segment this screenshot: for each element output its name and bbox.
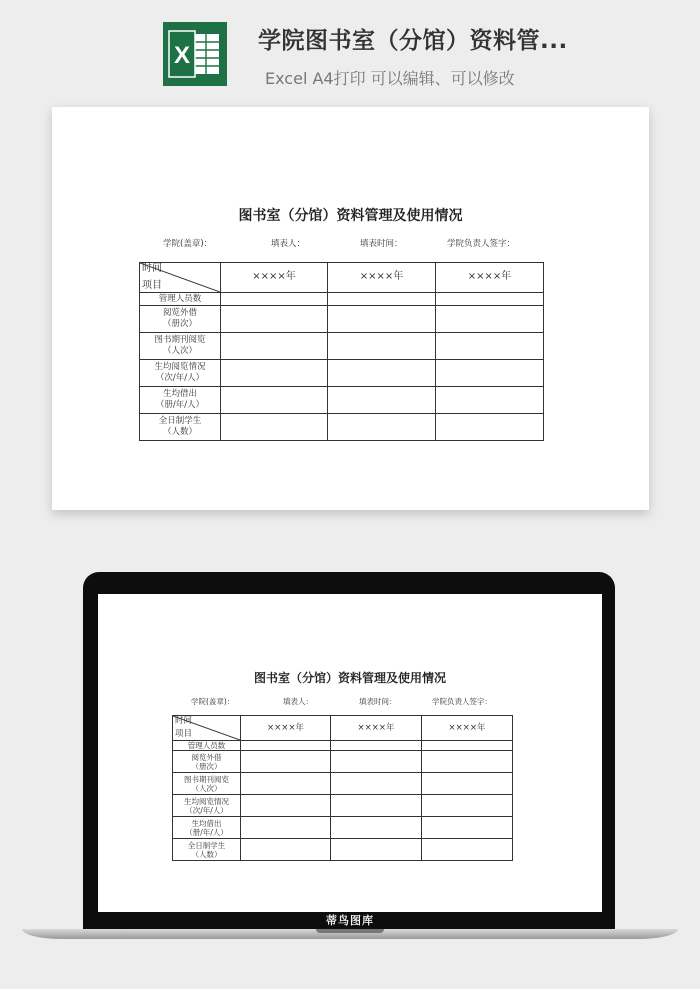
header-item-label: 项目 [142, 279, 162, 291]
cell[interactable] [422, 741, 513, 751]
year-column-header: ××××年 [422, 716, 513, 741]
year-column-header: ××××年 [331, 716, 422, 741]
header-time-label: 时间 [175, 716, 193, 726]
row-label: 管理人员数 [140, 293, 221, 306]
table-row [173, 817, 513, 839]
table-row [173, 751, 513, 773]
cell[interactable] [241, 839, 331, 861]
laptop-screen [98, 594, 602, 912]
header-time-label: 时间 [142, 263, 162, 274]
row-label: 生均阅览情况 （次/年/人） [173, 795, 241, 817]
diagonal-header-cell [173, 716, 241, 741]
cell[interactable] [331, 817, 422, 839]
cell[interactable] [331, 795, 422, 817]
table-row [173, 741, 513, 751]
diagonal-header-cell [140, 263, 221, 293]
cell[interactable] [331, 773, 422, 795]
cell[interactable] [328, 414, 436, 441]
cell[interactable] [436, 293, 544, 306]
cell[interactable] [328, 333, 436, 360]
cell[interactable] [221, 293, 328, 306]
cell[interactable] [241, 751, 331, 773]
cell[interactable] [328, 360, 436, 387]
cell[interactable] [422, 751, 513, 773]
cell[interactable] [331, 839, 422, 861]
year-column-header: ××××年 [328, 263, 436, 293]
meta-filler: 填表人： [283, 697, 313, 706]
data-table [139, 262, 544, 441]
cell[interactable] [241, 817, 331, 839]
cell[interactable] [221, 360, 328, 387]
cell[interactable] [241, 741, 331, 751]
laptop-notch [316, 929, 384, 933]
row-label: 图书期刊阅览 （人次） [140, 333, 221, 360]
cell[interactable] [328, 293, 436, 306]
meta-fill-time: 填表时间： [359, 697, 397, 706]
meta-fill-time: 填表时间： [360, 239, 403, 249]
table-header-row [173, 716, 513, 741]
cell[interactable] [221, 414, 328, 441]
cell[interactable] [436, 306, 544, 333]
row-label: 生均借出 （册/年/人） [173, 817, 241, 839]
cell[interactable] [241, 773, 331, 795]
row-label: 生均借出 （册/年/人） [140, 387, 221, 414]
cell[interactable] [436, 387, 544, 414]
row-label: 图书期刊阅览 （人次） [173, 773, 241, 795]
cell[interactable] [221, 333, 328, 360]
table-row [173, 839, 513, 861]
cell[interactable] [422, 817, 513, 839]
table-row [140, 293, 544, 306]
cell[interactable] [328, 306, 436, 333]
table-header-row [140, 263, 544, 293]
page-title: 学院图书室（分馆）资料管... [258, 28, 568, 54]
cell[interactable] [331, 751, 422, 773]
table-row [140, 333, 544, 360]
excel-logo-letter: X [173, 42, 191, 69]
table-row [140, 387, 544, 414]
header-item-label: 项目 [175, 729, 193, 740]
row-label: 生均阅览情况 （次/年/人） [140, 360, 221, 387]
row-label: 全日制学生 （人数） [140, 414, 221, 441]
table-row [140, 414, 544, 441]
meta-filler: 填表人： [271, 239, 306, 249]
meta-signer: 学院负责人签字： [447, 239, 516, 249]
row-label: 阅览外借 （册次） [140, 306, 221, 333]
year-column-header: ××××年 [436, 263, 544, 293]
data-table [172, 715, 513, 861]
meta-college: 学院(盖章)： [163, 239, 213, 249]
table-row [140, 360, 544, 387]
excel-icon [163, 22, 227, 86]
row-label: 阅览外借 （册次） [173, 751, 241, 773]
cell[interactable] [422, 795, 513, 817]
table-row [140, 306, 544, 333]
cell[interactable] [331, 741, 422, 751]
cell[interactable] [422, 839, 513, 861]
cell[interactable] [328, 387, 436, 414]
cell[interactable] [436, 333, 544, 360]
sheet-preview-card [52, 107, 649, 510]
sheet-title: 图书室（分馆）资料管理及使用情况 [253, 671, 446, 685]
cell[interactable] [221, 387, 328, 414]
meta-signer: 学院负责人签字： [432, 697, 492, 706]
cell[interactable] [436, 414, 544, 441]
table-row [173, 795, 513, 817]
page-subtitle: Excel A4打印 可以编辑、可以修改 [265, 69, 515, 88]
sheet-title: 图书室（分馆）资料管理及使用情况 [238, 208, 463, 224]
cell[interactable] [221, 306, 328, 333]
meta-college: 学院(盖章)： [191, 697, 235, 706]
cell[interactable] [436, 360, 544, 387]
year-column-header: ××××年 [221, 263, 328, 293]
year-column-header: ××××年 [241, 716, 331, 741]
row-label: 管理人员数 [173, 741, 241, 751]
row-label: 全日制学生 （人数） [173, 839, 241, 861]
cell[interactable] [241, 795, 331, 817]
laptop-brand-label: 蒂鸟图库 [326, 914, 374, 927]
table-row [173, 773, 513, 795]
cell[interactable] [422, 773, 513, 795]
